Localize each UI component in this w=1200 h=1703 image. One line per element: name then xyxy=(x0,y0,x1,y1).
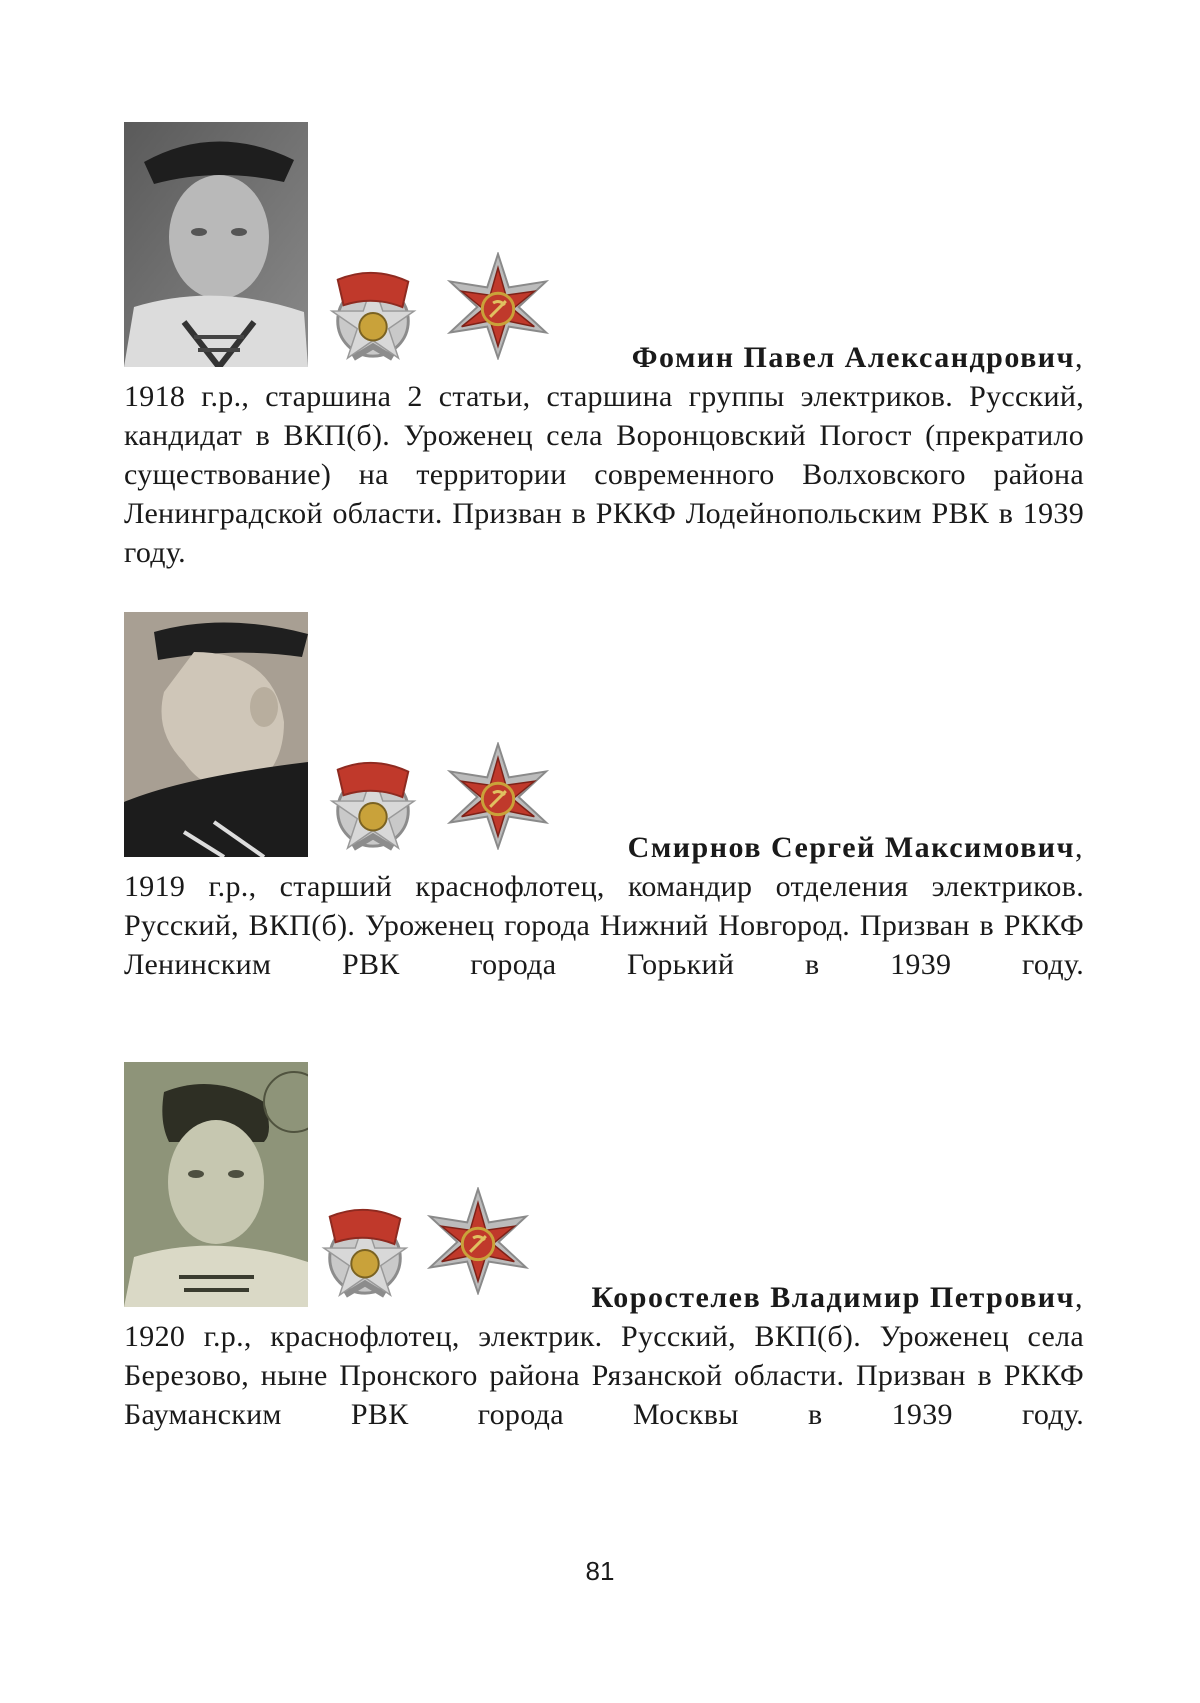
order-red-banner-icon xyxy=(324,750,422,858)
person-name: Фомин Павел Александрович, xyxy=(631,341,1084,374)
page-number: 81 xyxy=(585,1556,615,1586)
biography-entry xyxy=(124,1062,1084,1434)
order-patriotic-war-icon xyxy=(444,742,552,850)
biography-entry xyxy=(124,122,1084,572)
biography-text: 1918 г.р., старшина 2 статьи, старшина группы электриков. Русский, кандидат в ВКП(б). Уроженец села Воронцовский Погост (прекратило существование) на территории современного Волховского района Ленинградской области. Призван в РККФ Лодейнопольским РВК в 1939 году. xyxy=(124,380,1084,569)
portrait-photo xyxy=(124,1062,308,1307)
entry-header xyxy=(124,122,1084,374)
entry-header xyxy=(124,612,1084,864)
portrait-photo xyxy=(124,122,308,367)
order-patriotic-war-icon xyxy=(444,252,552,360)
entry-header xyxy=(124,1062,1084,1314)
order-patriotic-war-icon xyxy=(424,1187,532,1295)
biography-text: 1920 г.р., краснофлотец, электрик. Русский, ВКП(б). Уроженец села Березово, ныне Пронского района Рязанской области. Призван в РККФ Бауманским РВК города Москвы в 1939 году. xyxy=(124,1320,1084,1431)
order-red-banner-icon xyxy=(324,260,422,368)
order-red-banner-icon xyxy=(316,1197,414,1305)
biography-entry xyxy=(124,612,1084,984)
biography-text: 1919 г.р., старший краснофлотец, командир отделения электриков. Русский, ВКП(б). Уроженец города Нижний Новгород. Призван в РККФ Ленинским РВК города Горький в 1939 году. xyxy=(124,870,1084,981)
portrait-photo xyxy=(124,612,308,857)
person-name: Коростелев Владимир Петрович, xyxy=(591,1281,1084,1314)
person-name: Смирнов Сергей Максимович, xyxy=(627,831,1084,864)
